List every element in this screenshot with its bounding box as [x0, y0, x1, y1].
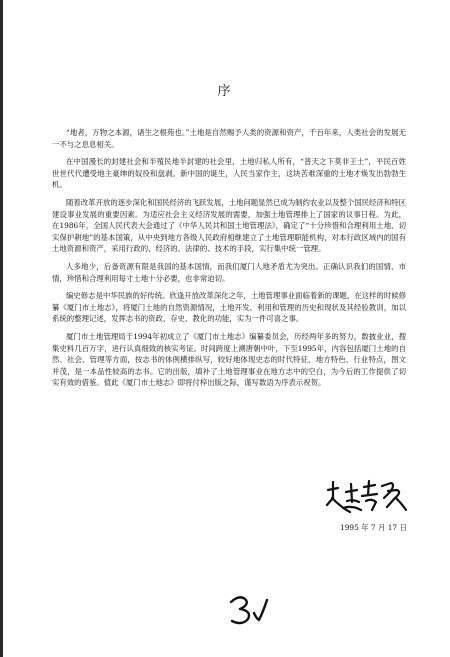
paragraph-5: 编史修志是中华民族的好传统。欣逢开放改革深化之年，土地管理事业面临着新的课题，在这样的时候修纂《厦门市土地志》，将厦门土地的自然资源情况，土地开发、利用和管理的历史和现状及其经验教训，加以系统的整理记述，发挥志书的资政、存史、教化的功能，实为一件可喜之事。 [52, 291, 406, 324]
paragraph-3: 随着改革开放的逐步深化和国民经济的飞跃发展，土地问题显然已成为制约农业以及整个国民经济和特区建设事业发展的重要因素。为适应社会主义经济发展的需要，加强土地管理排上了国家的议事日程。为此，在1986年，全国人民代表大会通过了《中华人民共和国土地管理法》，确定了“十分珍惜和合理利用土地、切实保护耕地”的基本国策，从中央到地方各级人民政府相继建立了土地管理职能机构，对本行政区域内的国有土地资源和资产，采用行政的、经济的、法律的、技术的手段，实行集中统一管理。 [52, 197, 406, 254]
paragraph-4: 人多地少，后备资源有限是我国的基本国情，而我们厦门人地矛盾尤为突出。正确认识我们的国情、市情，珍惜和合理利用每寸土地十分必要，也非常迫切。 [52, 261, 406, 283]
paragraph-2: 在中国漫长的封建社会和半殖民地半封建的社会里，土地归私人所有，“普天之下莫非王土”，平民百姓世世代代遭受地主豪绅的奴役和盘剥。新中国的诞生，人民当家作主，这块苦难深重的土地才焕发出勃勃生机。 [52, 157, 406, 190]
date: 1995 年 7 月 17 日 [340, 523, 407, 532]
signature [322, 474, 410, 518]
page-title: 序 [217, 84, 233, 99]
paragraph-1: “地者，万物之本源，诸生之根苑也。”土地是自然赐予人类的资源和资产，千百年来，人类社会的发展无一不与之息息相关。 [52, 128, 406, 149]
preface-body [52, 127, 406, 395]
paragraph-6: 厦门市土地管理局于1994年初成立了《厦门市土地志》编纂委员会，历经两年多的努力，数披业业，搜集史料几百万字，进行认真细致的核实考证。时间跨度上溯唐朝中叶，下至1995年，内容包括厦门土地的自然、社会、管理等方面，按志书的体例横排纵写，较好地体现史志的时代特征、地方特色、行业特点，图文并茂，是一本品性较高的志书。它的出版，填补了土地管理事业在地方志中的空白，为今后的工作提供了切实有效的借鉴。值此《厦门市土地志》即将付梓出版之际，谨写数语为序表示祝贺。 [52, 331, 406, 388]
handwritten-page-number [224, 592, 270, 626]
